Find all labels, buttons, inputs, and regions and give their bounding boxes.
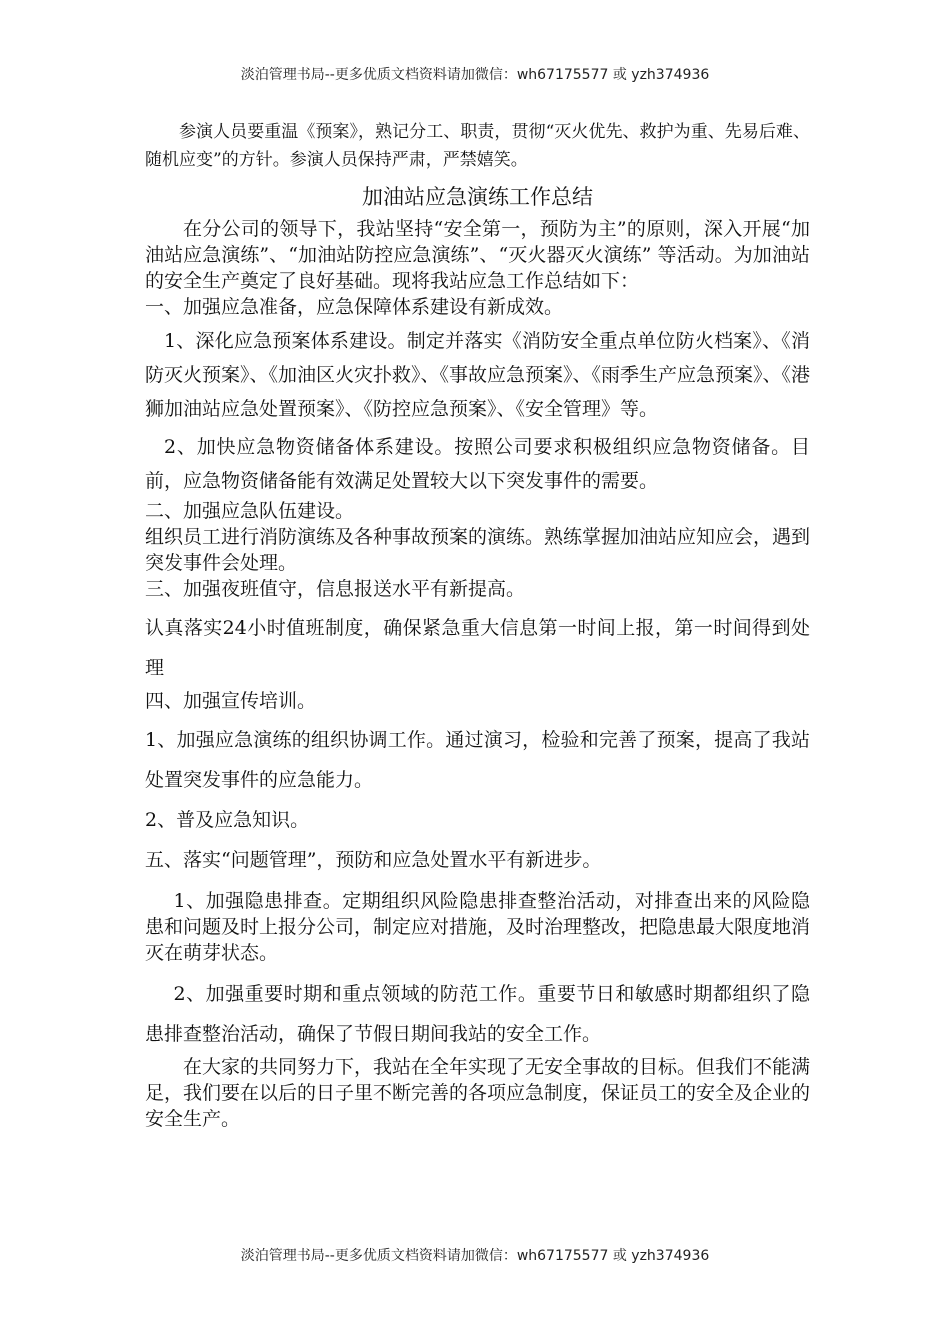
item-1-1: 1、深化应急预案体系建设。制定并落实《消防安全重点单位防火档案》、《消防灭火预案》、《加油区火灾扑救》、《事故应急预案》、《雨季生产应急预案》、《港狮加油站应急处置预案》、《防控应急预案》、《安全管理》等。 bbox=[145, 330, 811, 420]
section-3-paragraph: 认真落实24小时值班制度，确保紧急重大信息第一时间上报，第一时间得到处理 bbox=[145, 617, 810, 679]
item-1-2: 2、加快应急物资储备体系建设。按照公司要求积极组织应急物资储备。目前，应急物资储备能有效满足处置较大以下突发事件的需要。 bbox=[145, 436, 810, 492]
closing-paragraph: 在大家的共同努力下，我站在全年实现了无安全事故的目标。但我们不能满足，我们要在以后的日子里不断完善的各项应急制度，保证员工的安全及企业的安全生产。 bbox=[145, 1056, 811, 1130]
page-footer: 淡泊管理书局--更多优质文档资料请加微信：wh67175577 或 yzh374936 bbox=[240, 1248, 710, 1264]
section-heading-3: 三、加强夜班值守，信息报送水平有新提高。 bbox=[145, 578, 526, 600]
item-4-2: 2、普及应急知识。 bbox=[145, 809, 310, 831]
section-heading-5: 五、落实“问题管理”，预防和应急处置水平有新进步。 bbox=[145, 849, 602, 871]
section-heading-2: 二、加强应急队伍建设。 bbox=[145, 500, 355, 522]
document-body bbox=[145, 118, 810, 1132]
section-heading-4: 四、加强宣传培训。 bbox=[145, 690, 317, 712]
item-5-1: 1、加强隐患排查。定期组织风险隐患排查整治活动，对排查出来的风险隐患和问题及时上报分公司，制定应对措施，及时治理整改，把隐患最大限度地消灭在萌芽状态。 bbox=[145, 890, 811, 964]
page-header: 淡泊管理书局--更多优质文档资料请加微信：wh67175577 或 yzh374936 bbox=[240, 67, 710, 83]
opening-paragraph: 在分公司的领导下，我站坚持“安全第一，预防为主”的原则，深入开展“加油站应急演练”、“加油站防控应急演练”、“灭火器灭火演练” 等活动。为加油站的安全生产奠定了良好基础。现将我站应急工作总结如下： bbox=[145, 218, 810, 292]
section-2-paragraph: 组织员工进行消防演练及各种事故预案的演练。熟练掌握加油站应知应会，遇到突发事件会处理。 bbox=[145, 526, 811, 574]
item-4-1: 1、加强应急演练的组织协调工作。通过演习，检验和完善了预案，提高了我站处置突发事件的应急能力。 bbox=[145, 729, 810, 791]
document-title: 加油站应急演练工作总结 bbox=[362, 185, 593, 209]
item-5-2: 2、加强重要时期和重点领域的防范工作。重要节日和敏感时期都组织了隐患排查整治活动，确保了节假日期间我站的安全工作。 bbox=[145, 983, 810, 1045]
section-heading-1: 一、加强应急准备，应急保障体系建设有新成效。 bbox=[145, 296, 564, 318]
intro-paragraph: 参演人员要重温《预案》，熟记分工、职责，贯彻“灭火优先、救护为重、先易后难、随机应变”的方针。参演人员保持严肃，严禁嬉笑。 bbox=[145, 122, 810, 170]
